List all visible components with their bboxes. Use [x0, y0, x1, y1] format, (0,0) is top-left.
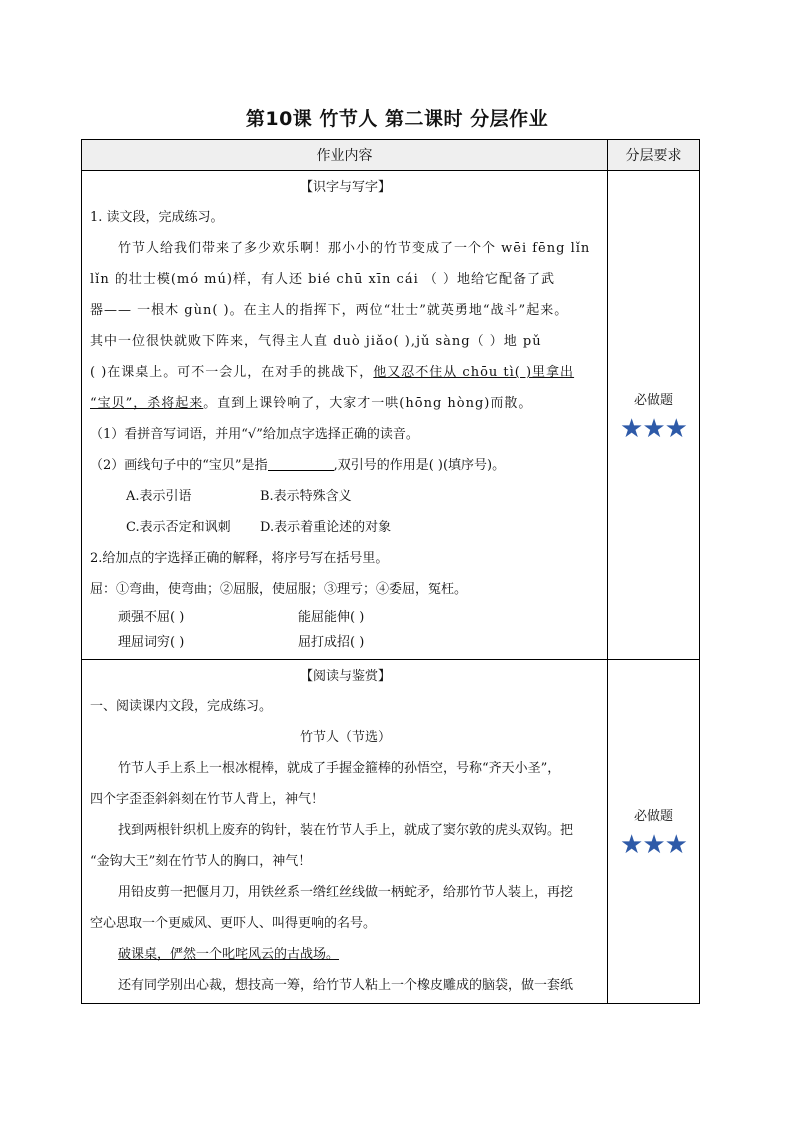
sub-question: （1）看拼音写词语，并用“√”给加点字选择正确的读音。	[90, 427, 419, 442]
sub-question-text: （2）画线句子中的“宝贝”是指	[90, 458, 268, 473]
options-row	[90, 512, 601, 543]
passage-line: lǐn 的壮士模(mó mú)样，有人还 bié chū xīn cái （ ）地给它配备了武	[90, 272, 555, 287]
sub-question-text: ,双引号的作用是( )(填序号)。	[333, 458, 506, 473]
passage-line: 空心思取一个更威风、更吓人、叫得更响的名号。	[90, 916, 377, 931]
passage-line	[90, 388, 601, 419]
question-prompt: 1. 读文段，完成练习。	[90, 210, 224, 225]
word-row	[90, 630, 601, 655]
underlined-sentence: 破课桌，俨然一个叱咤风云的古战场。	[118, 947, 340, 962]
passage-line: “金钩大王”刻在竹节人的胸口，神气！	[90, 854, 312, 869]
header-requirement: 分层要求	[608, 140, 700, 171]
passage-text: ( )在课桌上。可不一会儿，在对手的挑战下，	[90, 365, 374, 380]
option: B.表示特殊含义	[260, 489, 352, 504]
word-item: 理屈词穷( )	[118, 635, 185, 650]
underlined-sentence: “宝贝”，杀将起来	[90, 396, 204, 411]
question-prompt: 2.给加点的字选择正确的解释，将序号写在括号里。	[90, 551, 389, 566]
star-rating-icon: ★★★	[620, 830, 687, 860]
passage-line: 四个字歪歪斜斜刻在竹节人背上，神气！	[90, 792, 325, 807]
word-row	[90, 605, 601, 630]
requirement-label: 必做题	[633, 809, 673, 824]
homework-table	[81, 139, 700, 1004]
requirement-label: 必做题	[633, 392, 673, 408]
definitions: 屈：①弯曲，使弯曲；②屈服，使屈服；③理亏；④委屈，冤枉。	[90, 582, 468, 597]
table-row-literacy	[82, 171, 700, 660]
options-row	[90, 481, 601, 512]
underlined-sentence: 他又忍不住从 chōu tì( )里拿出	[373, 365, 575, 380]
section-literacy-content	[82, 171, 608, 660]
header-content: 作业内容	[82, 140, 608, 171]
section-reading-requirement	[608, 660, 700, 1004]
answer-blank[interactable]	[268, 456, 334, 471]
section-heading: 【识字与写字】	[299, 180, 391, 195]
option: A.表示引语	[126, 489, 192, 504]
question-prompt: 一、阅读课内文段，完成练习。	[90, 699, 273, 714]
option: C.表示否定和讽刺	[126, 520, 231, 535]
star-rating-icon: ★★★	[620, 413, 687, 444]
passage-line: 竹节人手上系上一根冰棍棒，就成了手握金箍棒的孙悟空，号称“齐天小圣”，	[118, 761, 561, 776]
table-row-reading	[82, 660, 700, 1004]
section-reading-content	[82, 660, 608, 1004]
word-item: 屈打成招( )	[298, 635, 365, 650]
passage-line: 器—— 一根木 gùn( )。在主人的指挥下，两位“壮士”就英勇地“战斗”起来。	[90, 303, 569, 318]
page-title: 第10课 竹节人 第二课时 分层作业	[245, 108, 549, 130]
passage-title: 竹节人（节选）	[299, 730, 391, 745]
passage-line: 还有同学别出心裁，想技高一筹，给竹节人粘上一个橡皮雕成的脑袋，做一套纸	[118, 978, 574, 993]
passage-line	[90, 357, 601, 388]
section-literacy-requirement	[608, 171, 700, 660]
passage-line: 用铅皮剪一把偃月刀，用铁丝系一绺红丝线做一柄蛇矛，给那竹节人装上，再挖	[118, 885, 574, 900]
passage-text: 。直到上课铃响了，大家才一哄(hōng hòng)而散。	[203, 396, 533, 411]
sub-question	[90, 450, 601, 481]
option: D.表示着重论述的对象	[260, 520, 392, 535]
word-item: 顽强不屈( )	[118, 610, 185, 625]
passage-line: 找到两根针织机上废弃的钩针，装在竹节人手上，就成了窦尔敦的虎头双钩。把	[118, 823, 574, 838]
passage-line: 其中一位很快就败下阵来，气得主人直 duò jiǎo( ),jǔ sàng（ ）地 pǔ	[90, 334, 542, 349]
passage-line	[90, 939, 601, 970]
word-item: 能屈能伸( )	[298, 610, 365, 625]
passage-line: 竹节人给我们带来了多少欢乐啊！那小小的竹节变成了一个个 wēi fēng lǐn	[118, 241, 591, 256]
section-heading: 【阅读与鉴赏】	[299, 669, 391, 684]
table-header-row	[82, 140, 700, 171]
